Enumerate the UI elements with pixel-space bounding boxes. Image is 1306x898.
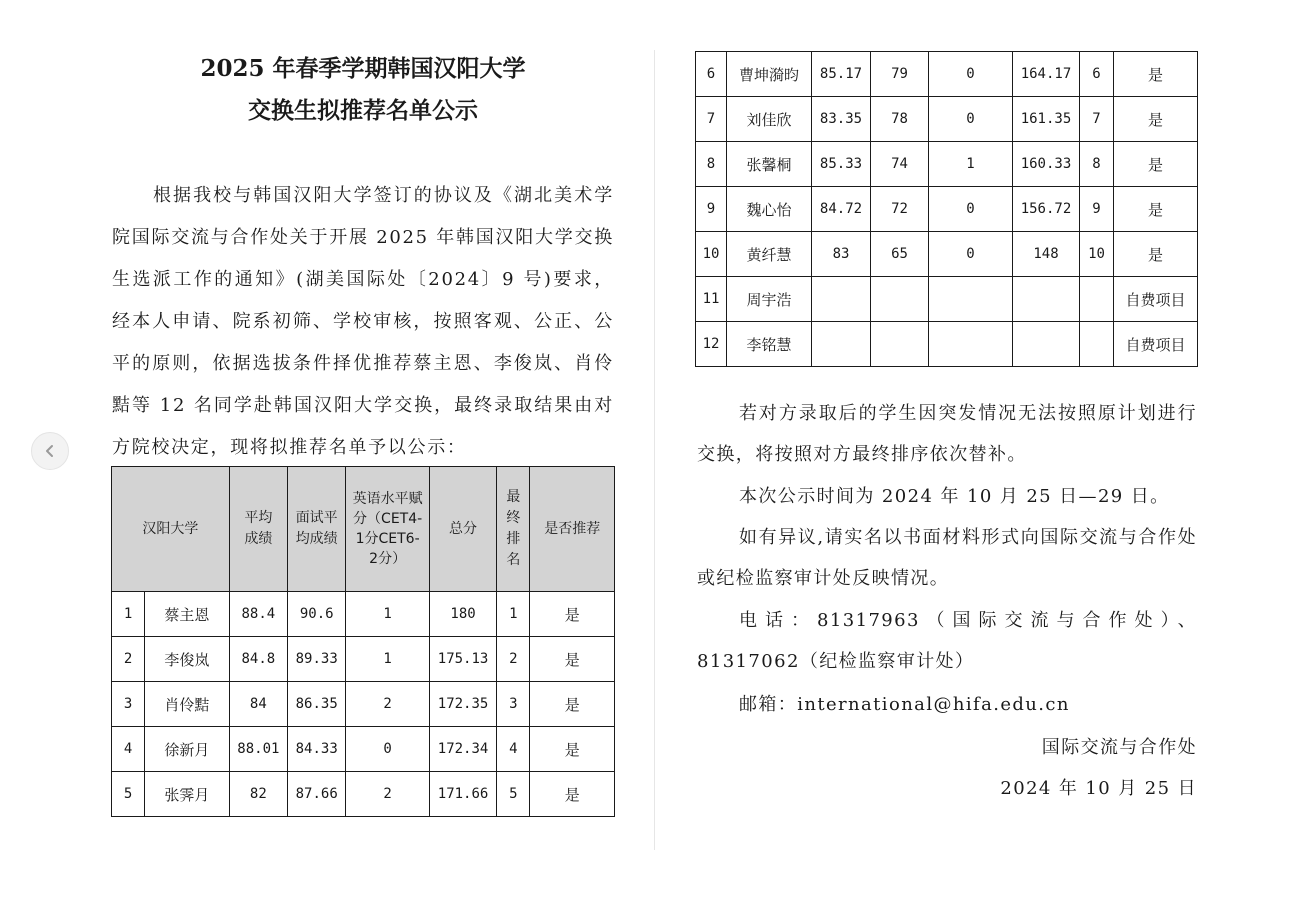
cell-rank: 2 <box>497 637 530 682</box>
intro-paragraph: 根据我校与韩国汉阳大学签订的协议及《湖北美术学院国际交流与合作处关于开展 2025 年韩国汉阳大学交换生选派工作的通知》(湖美国际处〔2024〕9 号)要求，经本人申请、院系初筛、学校审核，按照客观、公正、公平的原则，依据选拔条件择优推荐蔡主恩、李俊岚、肖伶黠等 12 名同学赴韩国汉阳大学交换，最终录取结果由对方院校决定，现将拟推荐名单予以公示： <box>112 185 614 458</box>
cell-avg: 84.8 <box>229 637 287 682</box>
contact-phone: 电话：81317963（国际交流与合作处）、81317062（纪检监察审计处） <box>697 610 1197 672</box>
header-rank: 最终排名 <box>497 467 530 592</box>
page-divider <box>654 50 655 850</box>
cell-english: 2 <box>346 772 429 817</box>
cell-interview: 86.35 <box>288 682 346 727</box>
cell-avg: 83.35 <box>812 97 871 142</box>
cell-interview: 72 <box>871 187 929 232</box>
table-row <box>696 97 1198 142</box>
cell-no: 5 <box>112 772 145 817</box>
header-recommend: 是否推荐 <box>530 467 615 592</box>
cell-rank <box>1080 322 1114 367</box>
cell-rec: 是 <box>530 637 615 682</box>
cell-name: 周宇浩 <box>727 277 812 322</box>
cell-no: 1 <box>112 592 145 637</box>
header-avg: 平均成绩 <box>229 467 287 592</box>
cell-english: 1 <box>346 592 429 637</box>
cell-no: 8 <box>696 142 727 187</box>
cell-avg: 85.33 <box>812 142 871 187</box>
cell-total: 172.34 <box>429 727 496 772</box>
cell-avg <box>812 277 871 322</box>
cell-no: 2 <box>112 637 145 682</box>
cell-name: 蔡主恩 <box>145 592 230 637</box>
cell-rec: 是 <box>530 727 615 772</box>
cell-rank: 6 <box>1080 52 1114 97</box>
cell-rec: 是 <box>530 592 615 637</box>
table-row <box>696 187 1198 232</box>
cell-rec: 自费项目 <box>1114 277 1198 322</box>
cell-no: 6 <box>696 52 727 97</box>
table-row <box>696 142 1198 187</box>
cell-rec: 是 <box>1114 52 1198 97</box>
cell-rec: 是 <box>1114 232 1198 277</box>
header-english: 英语水平赋分（CET4-1分CET6-2分） <box>346 467 429 592</box>
cell-english: 0 <box>929 187 1013 232</box>
cell-interview: 89.33 <box>288 637 346 682</box>
cell-english: 0 <box>929 52 1013 97</box>
cell-rank <box>1080 277 1114 322</box>
cell-name: 刘佳欣 <box>727 97 812 142</box>
signature-date: 2024 年 10 月 25 日 <box>1000 778 1197 799</box>
header-interview: 面试平均成绩 <box>288 467 346 592</box>
cell-total: 160.33 <box>1013 142 1080 187</box>
cell-interview <box>871 277 929 322</box>
cell-no: 3 <box>112 682 145 727</box>
cell-avg: 84 <box>229 682 287 727</box>
cell-avg: 82 <box>229 772 287 817</box>
doc-title-line2: 交换生拟推荐名单公示 <box>248 97 478 124</box>
cell-interview: 65 <box>871 232 929 277</box>
cell-avg: 88.4 <box>229 592 287 637</box>
chevron-left-icon <box>43 444 57 458</box>
cell-english <box>929 322 1013 367</box>
cell-avg: 83 <box>812 232 871 277</box>
cell-name: 肖伶黠 <box>145 682 230 727</box>
header-total: 总分 <box>429 467 496 592</box>
candidate-table-left <box>111 466 615 817</box>
cell-total: 164.17 <box>1013 52 1080 97</box>
cell-rec: 是 <box>1114 187 1198 232</box>
table-row <box>696 277 1198 322</box>
cell-no: 10 <box>696 232 727 277</box>
cell-rec: 自费项目 <box>1114 322 1198 367</box>
cell-name: 魏心怡 <box>727 187 812 232</box>
publicity-period: 本次公示时间为 2024 年 10 月 25 日—29 日。 <box>739 486 1170 507</box>
cell-interview: 84.33 <box>288 727 346 772</box>
cell-name: 李俊岚 <box>145 637 230 682</box>
doc-title-line1: 2025 年春季学期韩国汉阳大学 <box>200 55 526 82</box>
cell-rank: 3 <box>497 682 530 727</box>
cell-total: 172.35 <box>429 682 496 727</box>
cell-no: 4 <box>112 727 145 772</box>
cell-rank: 4 <box>497 727 530 772</box>
cell-total: 180 <box>429 592 496 637</box>
signature-office: 国际交流与合作处 <box>1041 737 1197 758</box>
cell-avg <box>812 322 871 367</box>
cell-no: 11 <box>696 277 727 322</box>
cell-total <box>1013 277 1080 322</box>
table-header-row <box>112 467 615 592</box>
cell-interview: 78 <box>871 97 929 142</box>
cell-interview: 87.66 <box>288 772 346 817</box>
cell-rec: 是 <box>1114 142 1198 187</box>
cell-no: 9 <box>696 187 727 232</box>
prev-page-button[interactable] <box>31 432 69 470</box>
table-row <box>112 727 615 772</box>
cell-rank: 5 <box>497 772 530 817</box>
cell-interview: 90.6 <box>288 592 346 637</box>
cell-name: 张馨桐 <box>727 142 812 187</box>
cell-rec: 是 <box>1114 97 1198 142</box>
cell-avg: 85.17 <box>812 52 871 97</box>
table-row <box>696 52 1198 97</box>
cell-interview: 74 <box>871 142 929 187</box>
cell-total: 156.72 <box>1013 187 1080 232</box>
cell-interview <box>871 322 929 367</box>
replacement-note: 若对方录取后的学生因突发情况无法按照原计划进行交换，将按照对方最终排序依次替补。 <box>697 403 1197 465</box>
cell-rank: 9 <box>1080 187 1114 232</box>
cell-total: 171.66 <box>429 772 496 817</box>
cell-english: 0 <box>929 232 1013 277</box>
cell-no: 7 <box>696 97 727 142</box>
table-row <box>696 232 1198 277</box>
contact-email: 邮箱：international@hifa.edu.cn <box>739 694 1070 715</box>
cell-rank: 1 <box>497 592 530 637</box>
cell-rank: 10 <box>1080 232 1114 277</box>
cell-rank: 7 <box>1080 97 1114 142</box>
cell-total <box>1013 322 1080 367</box>
table-row <box>696 322 1198 367</box>
table-row <box>112 637 615 682</box>
cell-english: 1 <box>346 637 429 682</box>
cell-rec: 是 <box>530 772 615 817</box>
cell-english: 0 <box>346 727 429 772</box>
cell-name: 李铭慧 <box>727 322 812 367</box>
cell-avg: 88.01 <box>229 727 287 772</box>
cell-name: 徐新月 <box>145 727 230 772</box>
cell-name: 黄纤慧 <box>727 232 812 277</box>
cell-name: 曹坤漪昀 <box>727 52 812 97</box>
cell-name: 张霁月 <box>145 772 230 817</box>
header-university: 汉阳大学 <box>112 467 230 592</box>
cell-rec: 是 <box>530 682 615 727</box>
table-row <box>112 682 615 727</box>
cell-english: 2 <box>346 682 429 727</box>
cell-english <box>929 277 1013 322</box>
cell-total: 161.35 <box>1013 97 1080 142</box>
objection-note: 如有异议,请实名以书面材料形式向国际交流与合作处或纪检监察审计处反映情况。 <box>697 527 1197 589</box>
table-row <box>112 772 615 817</box>
cell-no: 12 <box>696 322 727 367</box>
cell-total: 175.13 <box>429 637 496 682</box>
cell-total: 148 <box>1013 232 1080 277</box>
cell-interview: 79 <box>871 52 929 97</box>
table-row <box>112 592 615 637</box>
cell-avg: 84.72 <box>812 187 871 232</box>
cell-rank: 8 <box>1080 142 1114 187</box>
cell-english: 0 <box>929 97 1013 142</box>
cell-english: 1 <box>929 142 1013 187</box>
candidate-table-right <box>695 51 1198 367</box>
